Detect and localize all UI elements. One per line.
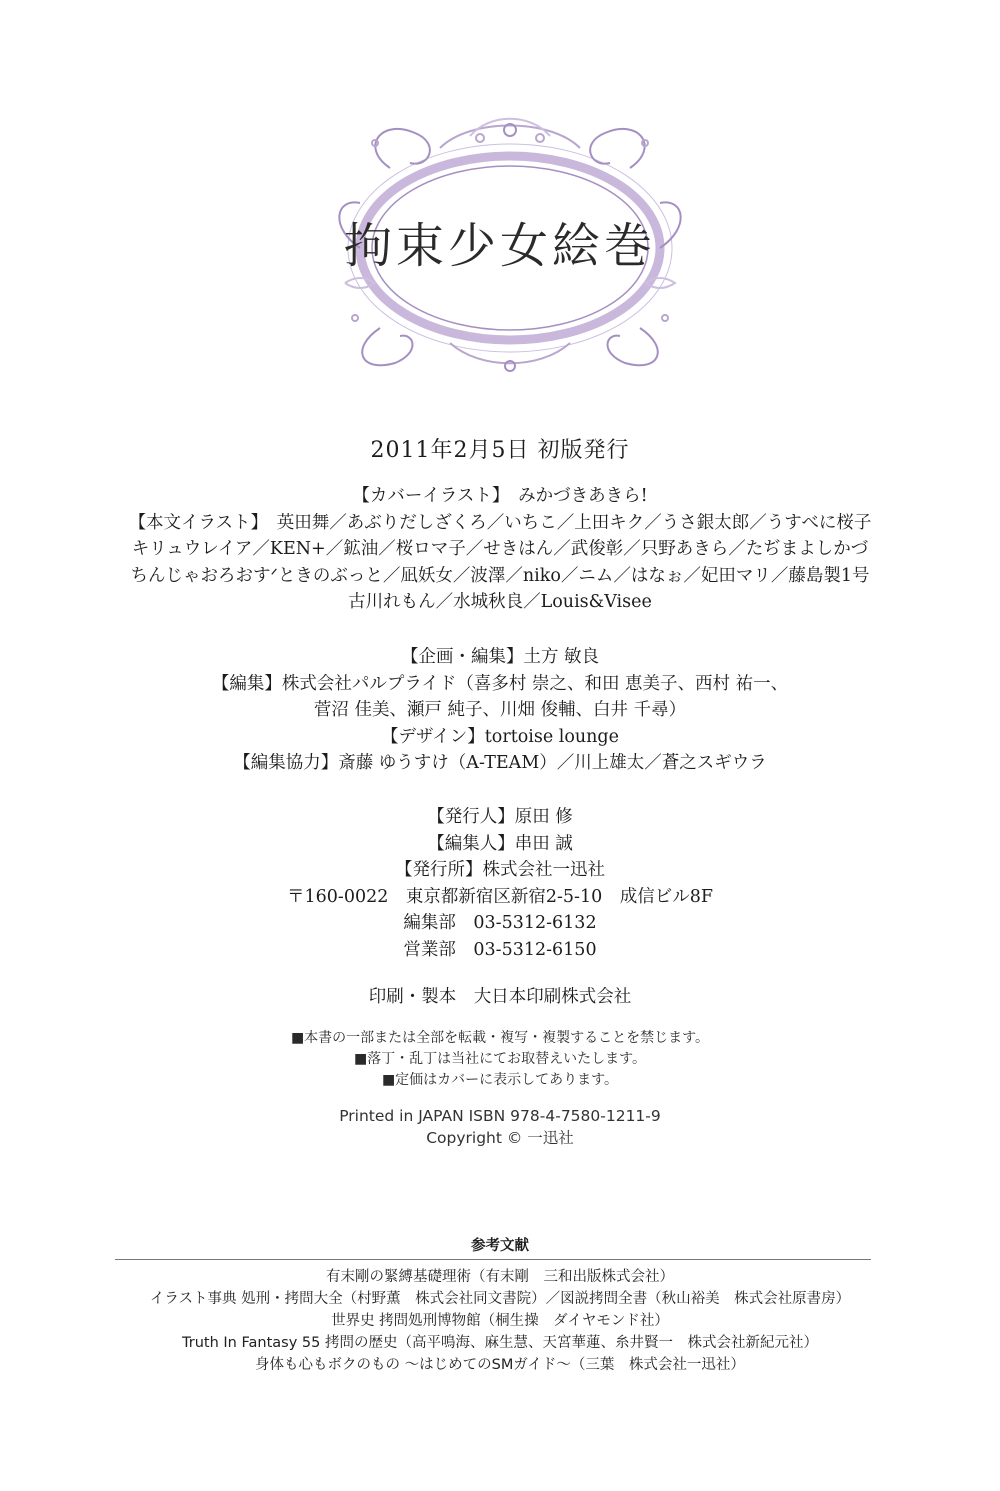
publisher-line: 【発行所】株式会社一迅社 <box>395 860 605 880</box>
printer-line: 印刷・製本 大日本印刷株式会社 <box>368 987 632 1007</box>
publisher-info <box>0 804 1000 963</box>
editorial-credits <box>0 644 1000 777</box>
publisher-line: 【編集人】串田 誠 <box>427 833 573 854</box>
reference-item: 有末剛の緊縛基礎理術（有末剛 三和出版株式会社） <box>326 1269 674 1285</box>
credit-line: 【本文イラスト】 英田舞／あぶりだしざくろ／いちこ／上田キク／うさ銀太郎／うすべに桜子 <box>128 512 872 533</box>
credit-line: 【デザイン】tortoise lounge <box>380 726 619 747</box>
publication-date: 2011年2月5日 初版発行 <box>370 438 630 463</box>
isbn-line: Printed in JAPAN ISBN 978-4-7580-1211-9 <box>339 1107 661 1125</box>
notice-line: ■本書の一部または全部を転載・複写・複製することを禁じます。 <box>290 1030 710 1046</box>
publisher-line: 【発行人】原田 修 <box>427 807 573 827</box>
book-title: 拘束少女絵巻 <box>343 218 656 274</box>
credit-line: 菅沼 佳美、瀬戸 純子、川畑 俊輔、白井 千尋） <box>313 700 687 720</box>
divider <box>115 1259 871 1260</box>
credit-line: 【企画・編集】土方 敏良 <box>400 647 600 667</box>
credit-line: ちんじゃおろおすᐟときのぶっと／凪妖女／波澤／niko／ニム／はなぉ／妃田マリ／藤島製1号 <box>130 565 870 586</box>
publisher-line: 編集部 03-5312-6132 <box>403 913 597 933</box>
credit-line: キリュウレイア／KEN+／鉱油／桜ロマ子／せきはん／武俊彰／只野あきら／たぢまよしかづ <box>131 539 869 559</box>
credit-line: 【編集協力】斎藤 ゆうすけ（A-TEAM）／川上雄太／蒼之スギウラ <box>233 753 767 773</box>
reference-item: 身体も心もボクのもの ～はじめてのSMガイド～（三葉 株式会社一迅社） <box>255 1357 745 1373</box>
credit-line: 【カバーイラスト】 みかづきあきら! <box>352 486 648 506</box>
credit-line: 古川れもん／水城秋良／Louis&Visee <box>348 592 652 612</box>
publisher-line: 営業部 03-5312-6150 <box>403 939 597 960</box>
illustration-credits <box>0 483 1000 616</box>
reference-item: 世界史 拷問処刑博物館（桐生操 ダイヤモンド社） <box>331 1313 669 1329</box>
notice-line: ■落丁・乱丁は当社にてお取替えいたします。 <box>353 1051 647 1067</box>
references-heading: 参考文献 <box>471 1238 529 1254</box>
reference-item: Truth In Fantasy 55 拷問の歴史（高平鳴海、麻生慧、天宮華蓮、糸井賢一 株式会社新紀元社） <box>182 1335 818 1351</box>
references-list <box>0 1266 1000 1376</box>
credit-line: 【編集】株式会社パルプライド（喜多村 崇之、和田 恵美子、西村 祐一、 <box>211 673 789 694</box>
publisher-line: 〒160-0022 東京都新宿区新宿2-5-10 成信ビル8F <box>287 886 713 907</box>
notice-line: ■定価はカバーに表示してあります。 <box>381 1072 619 1088</box>
legal-notices <box>0 1028 1000 1091</box>
copyright-line: Copyright © 一迅社 <box>426 1129 574 1147</box>
reference-item: イラスト事典 処刑・拷問大全（村野薫 株式会社同文書院）／図説拷問全書（秋山裕美 株式会社原書房） <box>149 1291 851 1307</box>
